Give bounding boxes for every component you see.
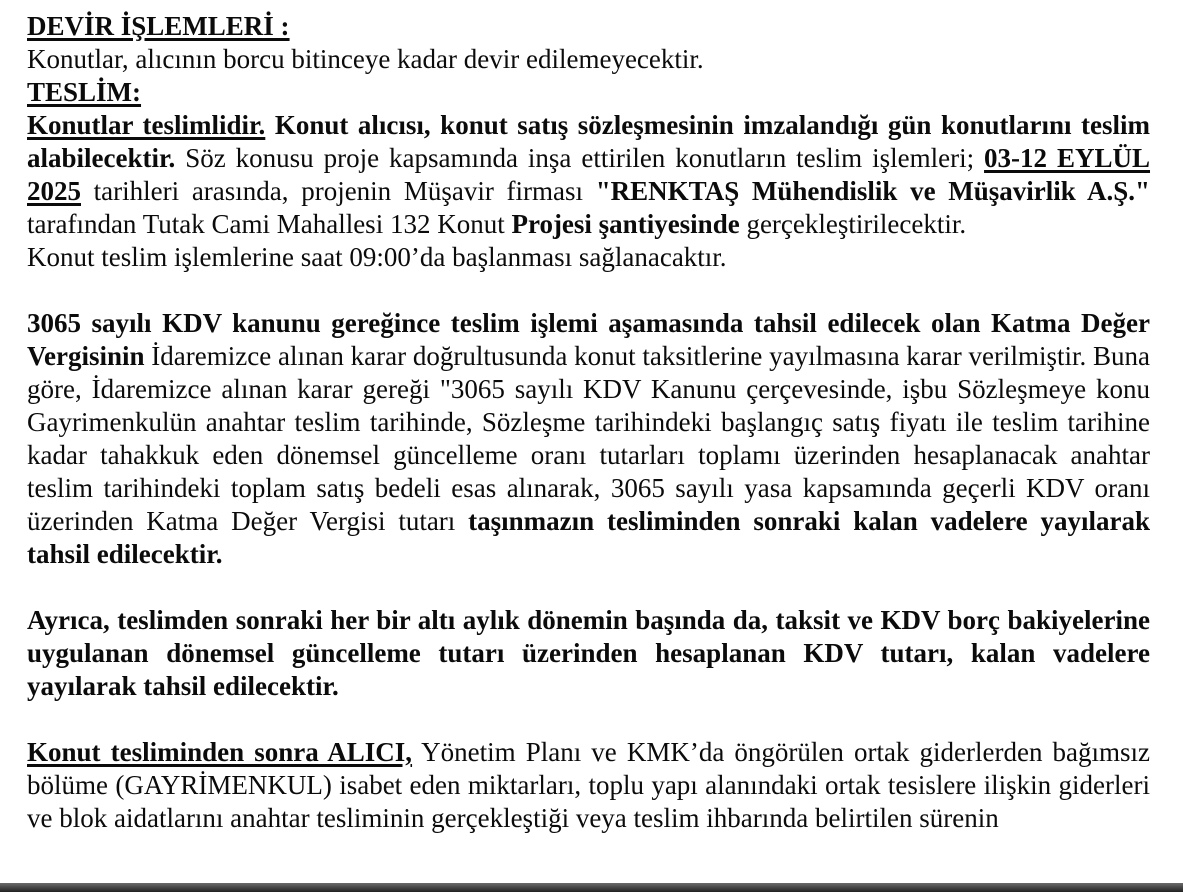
paragraph-teslim-terms	[27, 109, 1150, 241]
paragraph-kdv-terms	[27, 307, 1150, 571]
text-run: İdaremizce alınan karar doğrultusunda konut taksitlerine yayılmasına karar verilmiştir. Buna göre, İdaremizce alınan karar gereği "3065 sayılı KDV Kanunu çerçevesinde, işbu Sözleşmeye konu Gayrimenkulün anahtar teslim tarihinde, Sözleşme tarihindeki başlangıç satış fiyatı ile teslim tarihine kadar tahakkuk eden dönemsel güncelleme oranı tutarları toplamı üzerinden hesaplanacak anahtar teslim tarihindeki toplam satış bedeli esas alınarak, 3065 sayılı yasa kapsamında geçerli KDV oranı üzerinden Katma Değer Vergisi tutarı	[27, 341, 1150, 536]
text-run-konutlar-teslimlidir: Konutlar teslimlidir.	[27, 110, 266, 140]
text-run: Konut teslim işlemlerine saat 09:00’da başlanması sağlanacaktır.	[27, 242, 727, 272]
text-run: Söz konusu proje kapsamında inşa ettirilen konutların teslim işlemleri;	[185, 143, 985, 173]
paragraph-teslim-time	[27, 241, 1150, 274]
text-run-kdv-collection: taşınmazın tesliminden sonraki kalan vadelere yayılarak tahsil edilecektir.	[27, 506, 1150, 569]
text-run: Konutlar, alıcının borcu bitinceye kadar devir edilemeyecektir.	[27, 44, 704, 74]
text-run-kdv-law: 3065 sayılı KDV kanunu gereğince teslim işlemi aşamasında tahsil edilecek olan Katma Değer Vergisinin	[27, 308, 1150, 371]
paragraph-post-delivery	[27, 736, 1150, 835]
paragraph-kdv-periodic	[27, 604, 1150, 703]
heading-devir-islemleri	[27, 10, 1150, 43]
text-run-delivery-dates: 03-12 EYLÜL 2025	[27, 143, 1151, 206]
text-run: Yönetim Planı ve KMK’da öngörülen ortak giderlerden bağımsız bölüme (GAYRİMENKUL) isabet eden miktarları, toplu yapı alanındaki ortak tesislere ilişkin giderleri ve blok aidatlarını anahtar tesliminin gerçekleştiği veya teslim ihbarında belirtilen sürenin	[27, 737, 1150, 833]
text-run-consultant-firm: "RENKTAŞ Mühendislik ve Müşavirlik A.Ş."	[595, 176, 1150, 206]
paragraph-devir-body	[27, 43, 1150, 76]
heading-teslim	[27, 76, 1150, 109]
text-run-post-delivery-buyer: Konut tesliminden sonra ALICI,	[27, 737, 413, 767]
text-run: tarihleri arasında, projenin Müşavir firması	[81, 176, 596, 206]
text-run: tarafından Tutak Cami Mahallesi 132 Konut	[27, 209, 512, 239]
heading-teslim-text: TESLİM:	[27, 77, 142, 107]
text-run: Ayrıca, teslimden sonraki her bir altı aylık dönemin başında da, taksit ve KDV borç bakiyelerine uygulanan dönemsel güncelleme tutarı üzerinden hesaplanan KDV tutarı, kalan vadelere yayılarak tahsil edilecektir.	[27, 605, 1150, 701]
text-run: Konut alıcısı, konut satış sözleşmesinin imzalandığı gün konutlarını teslim alabilecektir.	[27, 110, 1150, 173]
heading-devir-text: DEVİR İŞLEMLERİ :	[27, 11, 290, 41]
text-run: gerçekleştirilecektir.	[739, 209, 967, 239]
text-run-project-site: Projesi şantiyesinde	[511, 209, 740, 239]
next-line-cutoff-bar	[0, 883, 1183, 892]
